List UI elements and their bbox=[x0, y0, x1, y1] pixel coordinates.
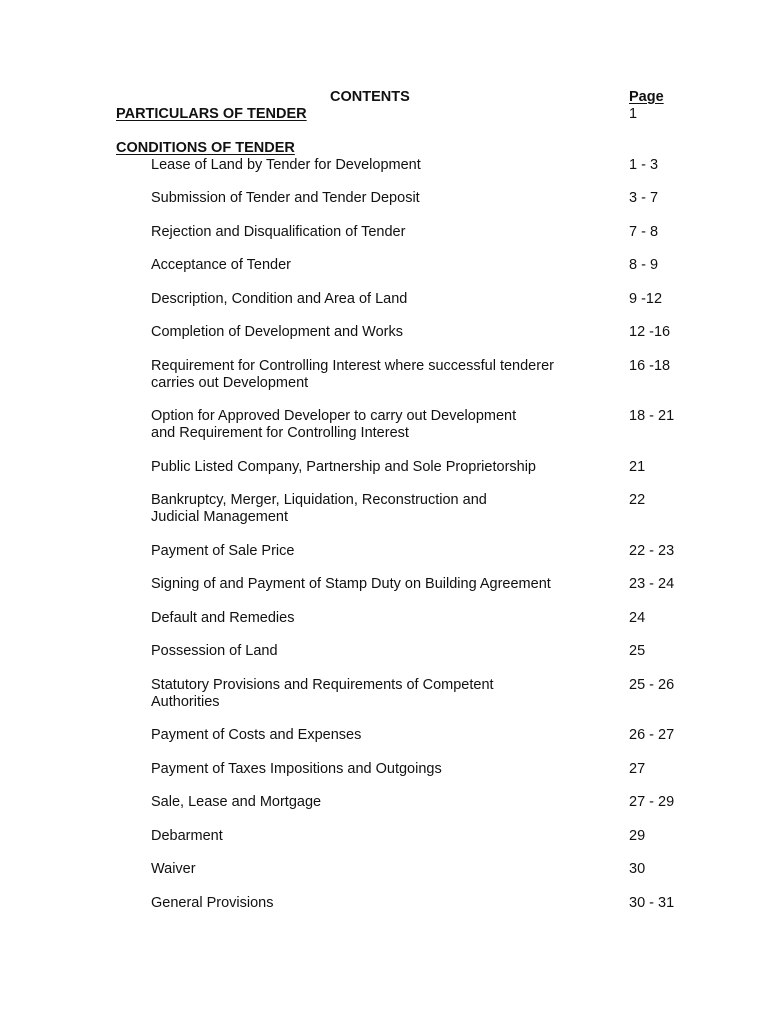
toc-item-title: Default and Remedies bbox=[151, 610, 295, 626]
toc-item-page: 18 - 21 bbox=[629, 408, 675, 424]
toc-item-page: 23 - 24 bbox=[629, 576, 675, 592]
section-particulars-page: 1 bbox=[629, 106, 638, 122]
toc-item-title: Sale, Lease and Mortgage bbox=[151, 794, 322, 810]
toc-item-page: 22 bbox=[629, 492, 646, 508]
section-conditions-title: CONDITIONS OF TENDER bbox=[116, 140, 295, 156]
toc-item-page: 8 - 9 bbox=[629, 257, 659, 273]
toc-item-page: 9 -12 bbox=[629, 291, 663, 307]
toc-item-title: Submission of Tender and Tender Deposit bbox=[151, 190, 420, 206]
toc-item-title: Payment of Costs and Expenses bbox=[151, 727, 362, 743]
toc-item-title: Waiver bbox=[151, 861, 196, 877]
toc-item-page: 16 -18 bbox=[629, 358, 671, 374]
toc-item-page: 3 - 7 bbox=[629, 190, 659, 206]
toc-item-page: 1 - 3 bbox=[629, 157, 659, 173]
toc-item-page: 22 - 23 bbox=[629, 543, 675, 559]
toc-item-title: Payment of Taxes Impositions and Outgoings bbox=[151, 761, 442, 777]
toc-item-page: 27 - 29 bbox=[629, 794, 675, 810]
toc-item-title: Lease of Land by Tender for Development bbox=[151, 157, 421, 173]
toc-item-title: Description, Condition and Area of Land bbox=[151, 291, 408, 307]
toc-item-page: 24 bbox=[629, 610, 646, 626]
toc-item-title: Option for Approved Developer to carry out Development and Requirement for Controlling Interest bbox=[151, 408, 517, 441]
toc-item-page: 29 bbox=[629, 828, 646, 844]
toc-item-page: 21 bbox=[629, 459, 646, 475]
toc-item-title: Payment of Sale Price bbox=[151, 543, 295, 559]
toc-item-title: Public Listed Company, Partnership and Sole Proprietorship bbox=[151, 459, 536, 475]
toc-item-title: General Provisions bbox=[151, 895, 274, 911]
toc-item-page: 12 -16 bbox=[629, 324, 671, 340]
page-column-heading: Page bbox=[629, 89, 664, 105]
toc-item-title: Signing of and Payment of Stamp Duty on Building Agreement bbox=[151, 576, 551, 592]
section-particulars-title: PARTICULARS OF TENDER bbox=[116, 106, 307, 122]
toc-item-page: 25 bbox=[629, 643, 646, 659]
toc-item-page: 7 - 8 bbox=[629, 224, 659, 240]
toc-item-title: Acceptance of Tender bbox=[151, 257, 291, 273]
contents-heading: CONTENTS bbox=[330, 89, 410, 105]
toc-item-title: Debarment bbox=[151, 828, 223, 844]
toc-item-title: Bankruptcy, Merger, Liquidation, Reconstruction and Judicial Management bbox=[151, 492, 487, 525]
toc-item-title: Completion of Development and Works bbox=[151, 324, 403, 340]
toc-item-page: 25 - 26 bbox=[629, 677, 675, 693]
toc-item-page: 30 - 31 bbox=[629, 895, 675, 911]
toc-item-page: 27 bbox=[629, 761, 646, 777]
toc-item-title: Rejection and Disqualification of Tender bbox=[151, 224, 406, 240]
toc-item-title: Possession of Land bbox=[151, 643, 278, 659]
toc-item-title: Requirement for Controlling Interest where successful tenderer carries out Development bbox=[151, 358, 554, 391]
toc-item-page: 26 - 27 bbox=[629, 727, 675, 743]
toc-item-title: Statutory Provisions and Requirements of Competent Authorities bbox=[151, 677, 494, 710]
toc-item-page: 30 bbox=[629, 861, 646, 877]
